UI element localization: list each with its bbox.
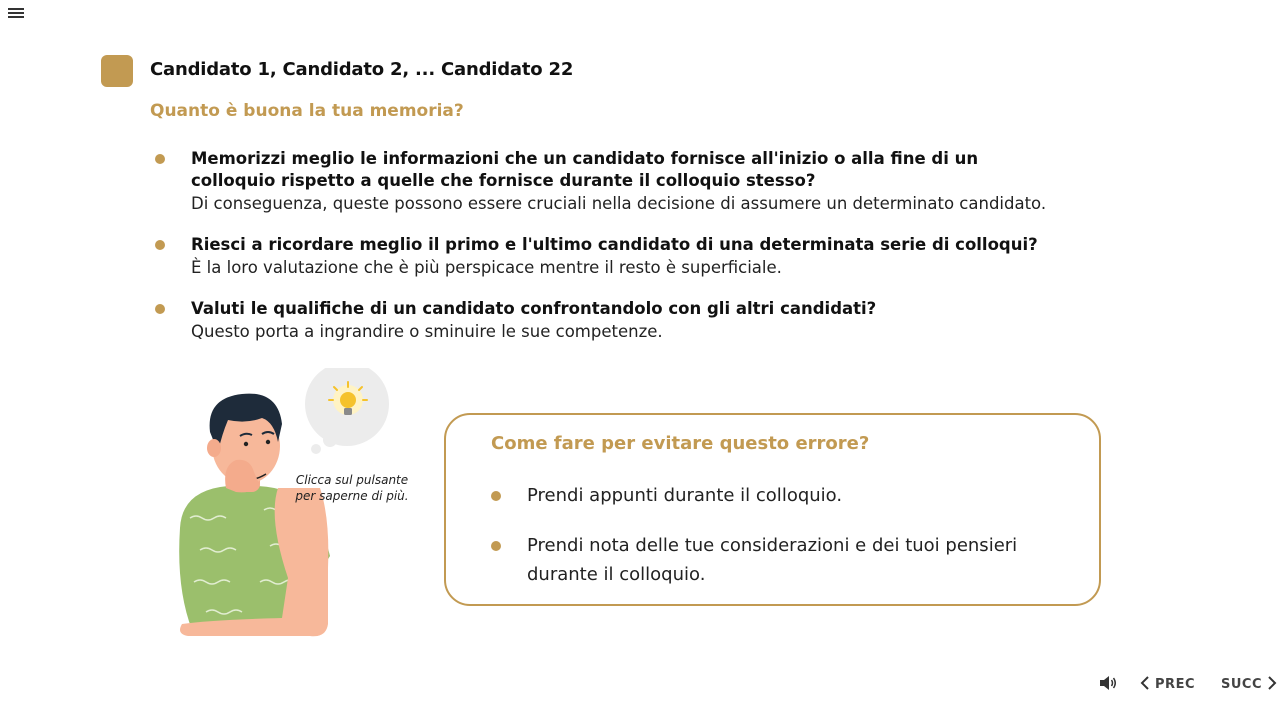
tip-box-title: Come fare per evitare questo errore?: [491, 433, 870, 454]
hamburger-menu-icon[interactable]: [8, 8, 24, 20]
prev-label: PREC: [1155, 677, 1195, 692]
bullet-dot-icon: [491, 491, 501, 501]
page-subtitle: Quanto è buona la tua memoria?: [150, 101, 464, 121]
question-text: Valuti le qualifiche di un candidato confrontandolo con gli altri candidati?: [191, 299, 877, 318]
prev-button[interactable]: [1140, 676, 1195, 692]
bullet-dot-icon: [155, 240, 165, 250]
bullet-dot-icon: [491, 541, 501, 551]
tip-item: [491, 531, 1071, 589]
click-hint-text: Clicca sul pulsante per saperne di più.: [295, 473, 409, 503]
thinking-man-lightbulb-illustration[interactable]: [170, 368, 400, 640]
question-item: [155, 298, 876, 344]
tip-item-text: Prendi appunti durante il colloquio.: [527, 485, 843, 506]
tip-item-text: Prendi nota delle tue considerazioni e dei tuoi pensieri durante il colloquio.: [527, 535, 1018, 585]
bullet-dot-icon: [155, 154, 165, 164]
speaker-icon[interactable]: [1099, 675, 1117, 691]
next-button[interactable]: [1221, 676, 1277, 692]
tip-item: [491, 481, 1071, 510]
answer-text: Di conseguenza, queste possono essere cruciali nella decisione di assumere un determinato candidato.: [191, 194, 1047, 213]
question-text: Riesci a ricordare meglio il primo e l'ultimo candidato di una determinata serie di colloqui?: [191, 235, 1038, 254]
page-title: Candidato 1, Candidato 2, ... Candidato 22: [150, 59, 574, 80]
answer-text: Questo porta a ingrandire o sminuire le sue competenze.: [191, 322, 663, 341]
answer-text: È la loro valutazione che è più perspicace mentre il resto è superficiale.: [191, 258, 782, 277]
chevron-left-icon: [1140, 676, 1150, 690]
question-item: [155, 148, 1055, 216]
bullet-dot-icon: [155, 304, 165, 314]
section-badge: [101, 55, 133, 87]
tip-box: [444, 413, 1101, 606]
next-label: SUCC: [1221, 677, 1262, 692]
question-text: Memorizzi meglio le informazioni che un candidato fornisce all'inizio o alla fine di un colloquio rispetto a quelle che fornisce durante il colloquio stesso?: [191, 149, 979, 190]
chevron-right-icon: [1267, 676, 1277, 690]
question-item: [155, 234, 1038, 280]
